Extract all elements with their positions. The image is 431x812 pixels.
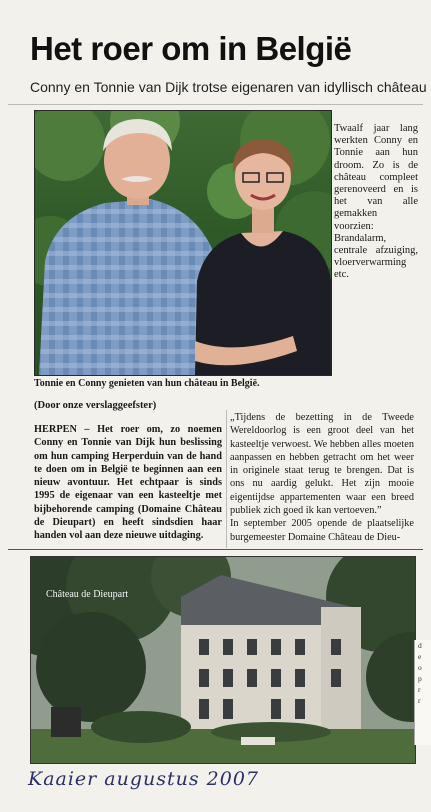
right-column <box>230 411 414 549</box>
photo-caption: Tonnie en Conny genieten van hun château in België. <box>34 378 260 389</box>
edge-fragment: r <box>418 685 421 694</box>
subtitle: Conny en Tonnie van Dijk trotse eigenaren van idyllisch château <box>30 79 427 95</box>
photo-couple-illustration <box>35 111 331 375</box>
edge-fragment: o <box>418 663 422 672</box>
headline: Het roer om in België <box>30 30 352 67</box>
top-divider <box>8 104 423 105</box>
edge-fragment: p <box>418 674 422 683</box>
photo-chateau-illustration <box>31 557 415 763</box>
photo-chateau <box>30 556 416 764</box>
byline: (Door onze verslaggeefster) <box>34 400 157 411</box>
column-divider <box>226 410 227 548</box>
right-column-continuation: In september 2005 opende de plaatselijke burgemeester Domaine Château de Dieu- <box>230 518 414 543</box>
edge-fragment: d <box>418 641 422 650</box>
handwritten-note: Kaaier augustus 2007 <box>28 768 260 790</box>
photo-couple <box>34 110 332 376</box>
lead-body: Het roer om, zo noemen Conny en Tonnie van Dijk hun beslissing om hun camping Herperduin van de hand te doen om in België te beginnen aan een nieuw avontuur. Het echtpaar is sinds 1995 de eigenaar van een kasteeltje met bijbehorende camping (Domaine Château de Dieupart) en heeft sindsdien haar handen vol aan deze nieuwe uitdaging. <box>34 424 222 542</box>
lead-dateline: HERPEN – <box>34 424 90 435</box>
adjacent-article-edge <box>414 640 431 745</box>
photo2-caption: Château de Dieupart <box>46 589 129 600</box>
lead-paragraph <box>34 423 222 543</box>
edge-fragment: e <box>418 652 422 661</box>
clipping-cut-line <box>8 549 423 550</box>
edge-fragment: r <box>418 696 421 705</box>
right-column-quote: „Tijdens de bezetting in de Tweede Wereldoorlog is een groot deel van het kasteeltje verwoest. We hebben alles moeten aanpassen en hebben getracht om het weer in originele staat terug te brengen. Dat is ons nu aardig gelukt. Het zijn mooie eigentijdse appartementen waar een breed publiek zich goed ik kan vertoeven.” <box>230 412 414 517</box>
side-text: Twaalf jaar lang werkten Conny en Tonnie aan hun droom. Zo is de château compleet gerenoveerd en is het van alle gemakken voorzien: Brandalarm, centrale afzuiging, vloerverwarming etc. <box>334 123 418 281</box>
